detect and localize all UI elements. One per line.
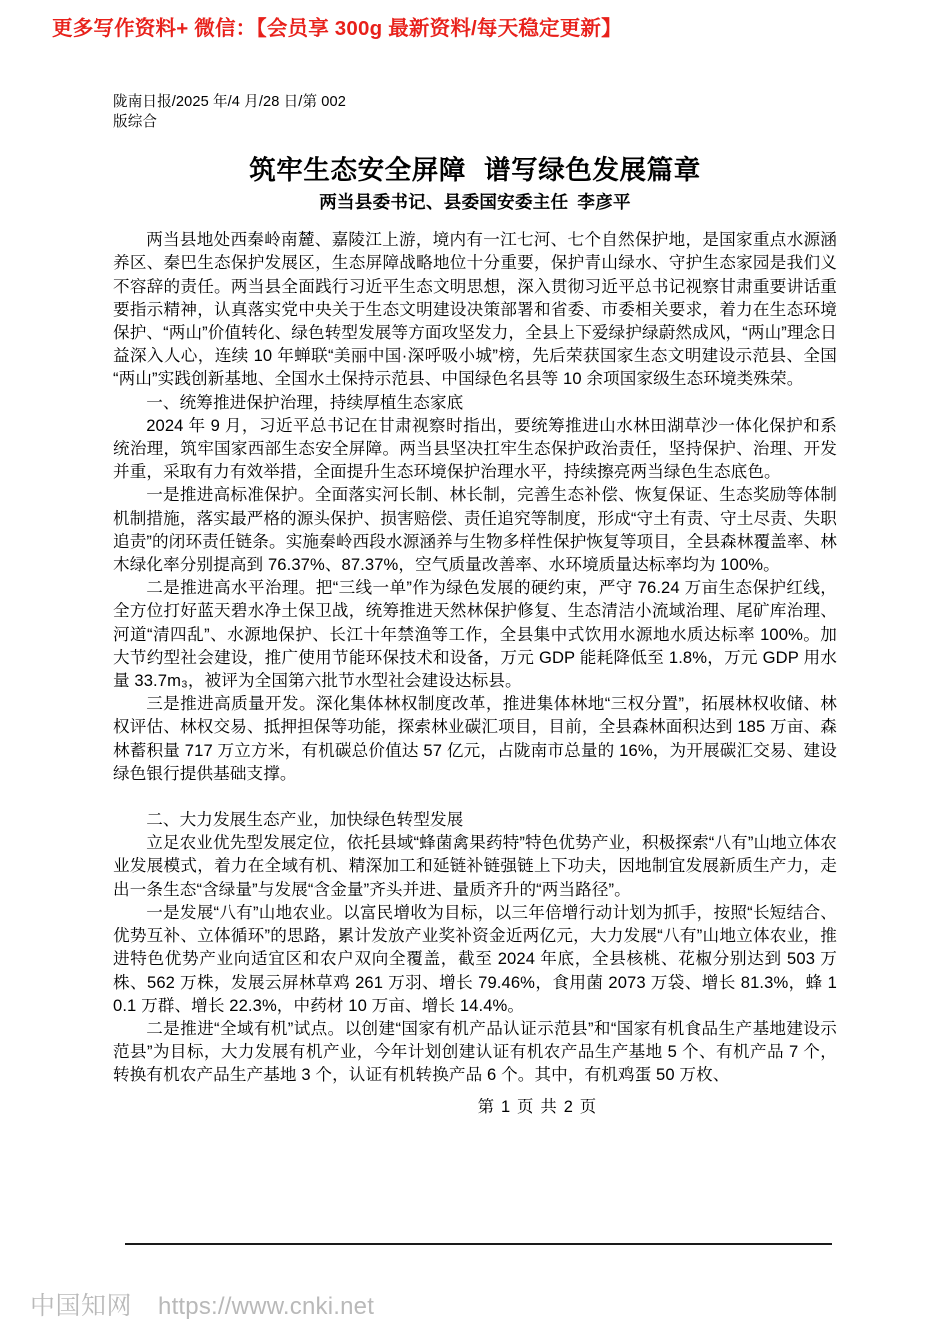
cnki-watermark	[30, 1286, 374, 1322]
page-title	[113, 154, 837, 186]
cnki-brand-label: 中国知网	[30, 1292, 133, 1320]
paragraph-s1-p2: 一是推进高标准保护。全面落实河长制、林长制，完善生态补偿、恢复保证、生态奖励等体制机制措施，落实最严格的源头保护、损害赔偿、责任追究等制度，形成“守土有责、守土尽责、失职追责”的闭环责任链条。实施秦岭西段水源涵养与生物多样性保护恢复等项目，全县森林覆盖率、林木绿化率分别提高到 76.37%、87.37%，空气质量改善率、水环境质量达标率均为 100%。	[113, 485, 837, 575]
byline	[113, 192, 837, 214]
title-part-1: 筑牢生态安全屏障	[249, 155, 466, 185]
promo-banner-text: 更多写作资料+ 微信：【会员享 300g 最新资料/每天稳定更新】	[52, 17, 622, 40]
paragraph-s1-p3: 二是推进高水平治理。把“三线一单”作为绿色发展的硬约束，严守 76.24 万亩生态保护红线，全方位打好蓝天碧水净土保卫战，统筹推进天然林保护修复、生态清洁小流域治理、尾矿库治理、河道“清四乱”、水源地保护、长江十年禁渔等工作，全县集中式饮用水源地水质达标率 100%。加大节约型社会建设，推广使用节能环保技术和设备，万元 GDP 能耗降低至 1.8%，万元 GDP 用水量 33.7m₃，被评为全国第六批节水型社会建设达标县。	[113, 578, 837, 691]
byline-role: 两当县委书记、县委国安委主任	[319, 192, 569, 213]
paragraph-intro: 两当县地处西秦岭南麓、嘉陵江上游，境内有一江七河、七个自然保护地，是国家重点水源涵养区、秦巴生态保护发展区，生态屏障战略地位十分重要，保护青山绿水、守护生态家园是我们义不容辞的责任。两当县全面践行习近平生态文明思想，深入贯彻习近平总书记视察甘肃重要讲话重要指示精神，认真落实党中央关于生态文明建设决策部署和省委、市委相关要求，着力在生态环境保护、“两山”价值转化、绿色转型发展等方面攻坚发力，全县上下爱绿护绿蔚然成风，“两山”理念日益深入人心，连续 10 年蝉联“美丽中国·深呼吸小城”榜，先后荣获国家生态文明建设示范县、全国“两山”实践创新基地、全国水土保持示范县、中国绿色名县等 10 余项国家级生态环境类殊荣。	[113, 230, 837, 389]
paragraph-s1-p4: 三是推进高质量开发。深化集体林权制度改革，推进集体林地“三权分置”，拓展林权收储、林权评估、林权交易、抵押担保等功能，探索林业碳汇项目，目前，全县森林面积达到 185 万亩、森林蓄积量 717 万立方米，有机碳总价值达 57 亿元，占陇南市总量的 16%，为开展碳汇交易、建设绿色银行提供基础支撑。	[113, 694, 837, 783]
publication-line-1: 陇南日报/2025 年/4 月/28 日/第 002	[113, 94, 346, 110]
title-part-2: 谱写绿色发展篇章	[484, 155, 701, 185]
paragraph-s2-p1: 立足农业优先型发展定位，依托县域“蜂菌禽果药特”特色优势产业，积极探索“八有”山地立体农业发展模式，着力在全域有机、精深加工和延链补链强链上下功夫，因地制宜发展新质生产力，走出一条生态“含绿量”与发展“含金量”齐头并进、量质齐升的“两当路径”。	[113, 833, 837, 899]
page-number-text: 第 1 页 共 2 页	[477, 1098, 598, 1116]
paragraph-s2-p2: 一是发展“八有”山地农业。以富民增收为目标，以三年倍增行动计划为抓手，按照“长短结合、优势互补、立体循环”的思路，累计发放产业奖补资金近两亿元，大力发展“八有”山地立体农业，推进特色优势产业向适宜区和农户双向全覆盖，截至 2024 年底，全县核桃、花椒分别达到 503 万株、562 万株，发展云屏林草鸡 261 万羽、增长 79.46%，食用菌 2073 万袋、增长 81.3%，蜂 10.1 万群、增长 22.3%，中药材 10 万亩、增长 14.4%。	[113, 902, 837, 1015]
byline-author: 李彦平	[577, 192, 631, 213]
publication-line-2: 版综合	[113, 114, 158, 130]
section-heading-2: 二、大力发展生态产业，加快绿色转型发展	[146, 810, 464, 830]
page-number-footer	[0, 1093, 950, 1117]
article-body	[113, 228, 837, 1086]
bottom-divider	[125, 1243, 832, 1245]
paragraph-s1-p1: 2024 年 9 月，习近平总书记在甘肃视察时指出，要统筹推进山水林田湖草沙一体化保护和系统治理，筑牢国家西部生态安全屏障。两当县坚决扛牢生态保护政治责任，坚持保护、治理、开发并重，采取有力有效举措，全面提升生态环境保护治理水平，持续擦亮两当绿色生态底色。	[113, 415, 837, 482]
cnki-url-label: https://www.cnki.net	[158, 1293, 375, 1320]
document-content	[113, 92, 837, 1087]
paragraph-s2-p3: 二是推进“全域有机”试点。以创建“国家有机产品认证示范县”和“国家有机食品生产基地建设示范县”为目标，大力发展有机产业，今年计划创建认证有机农产品生产基地 5 个、有机产品 7 个，转换有机农产品生产基地 3 个，认证有机转换产品 6 个。其中，有机鸡蛋 50 万枚、	[113, 1018, 837, 1085]
publication-header	[113, 92, 533, 132]
section-heading-1: 一、统筹推进保护治理，持续厚植生态家底	[146, 392, 464, 412]
